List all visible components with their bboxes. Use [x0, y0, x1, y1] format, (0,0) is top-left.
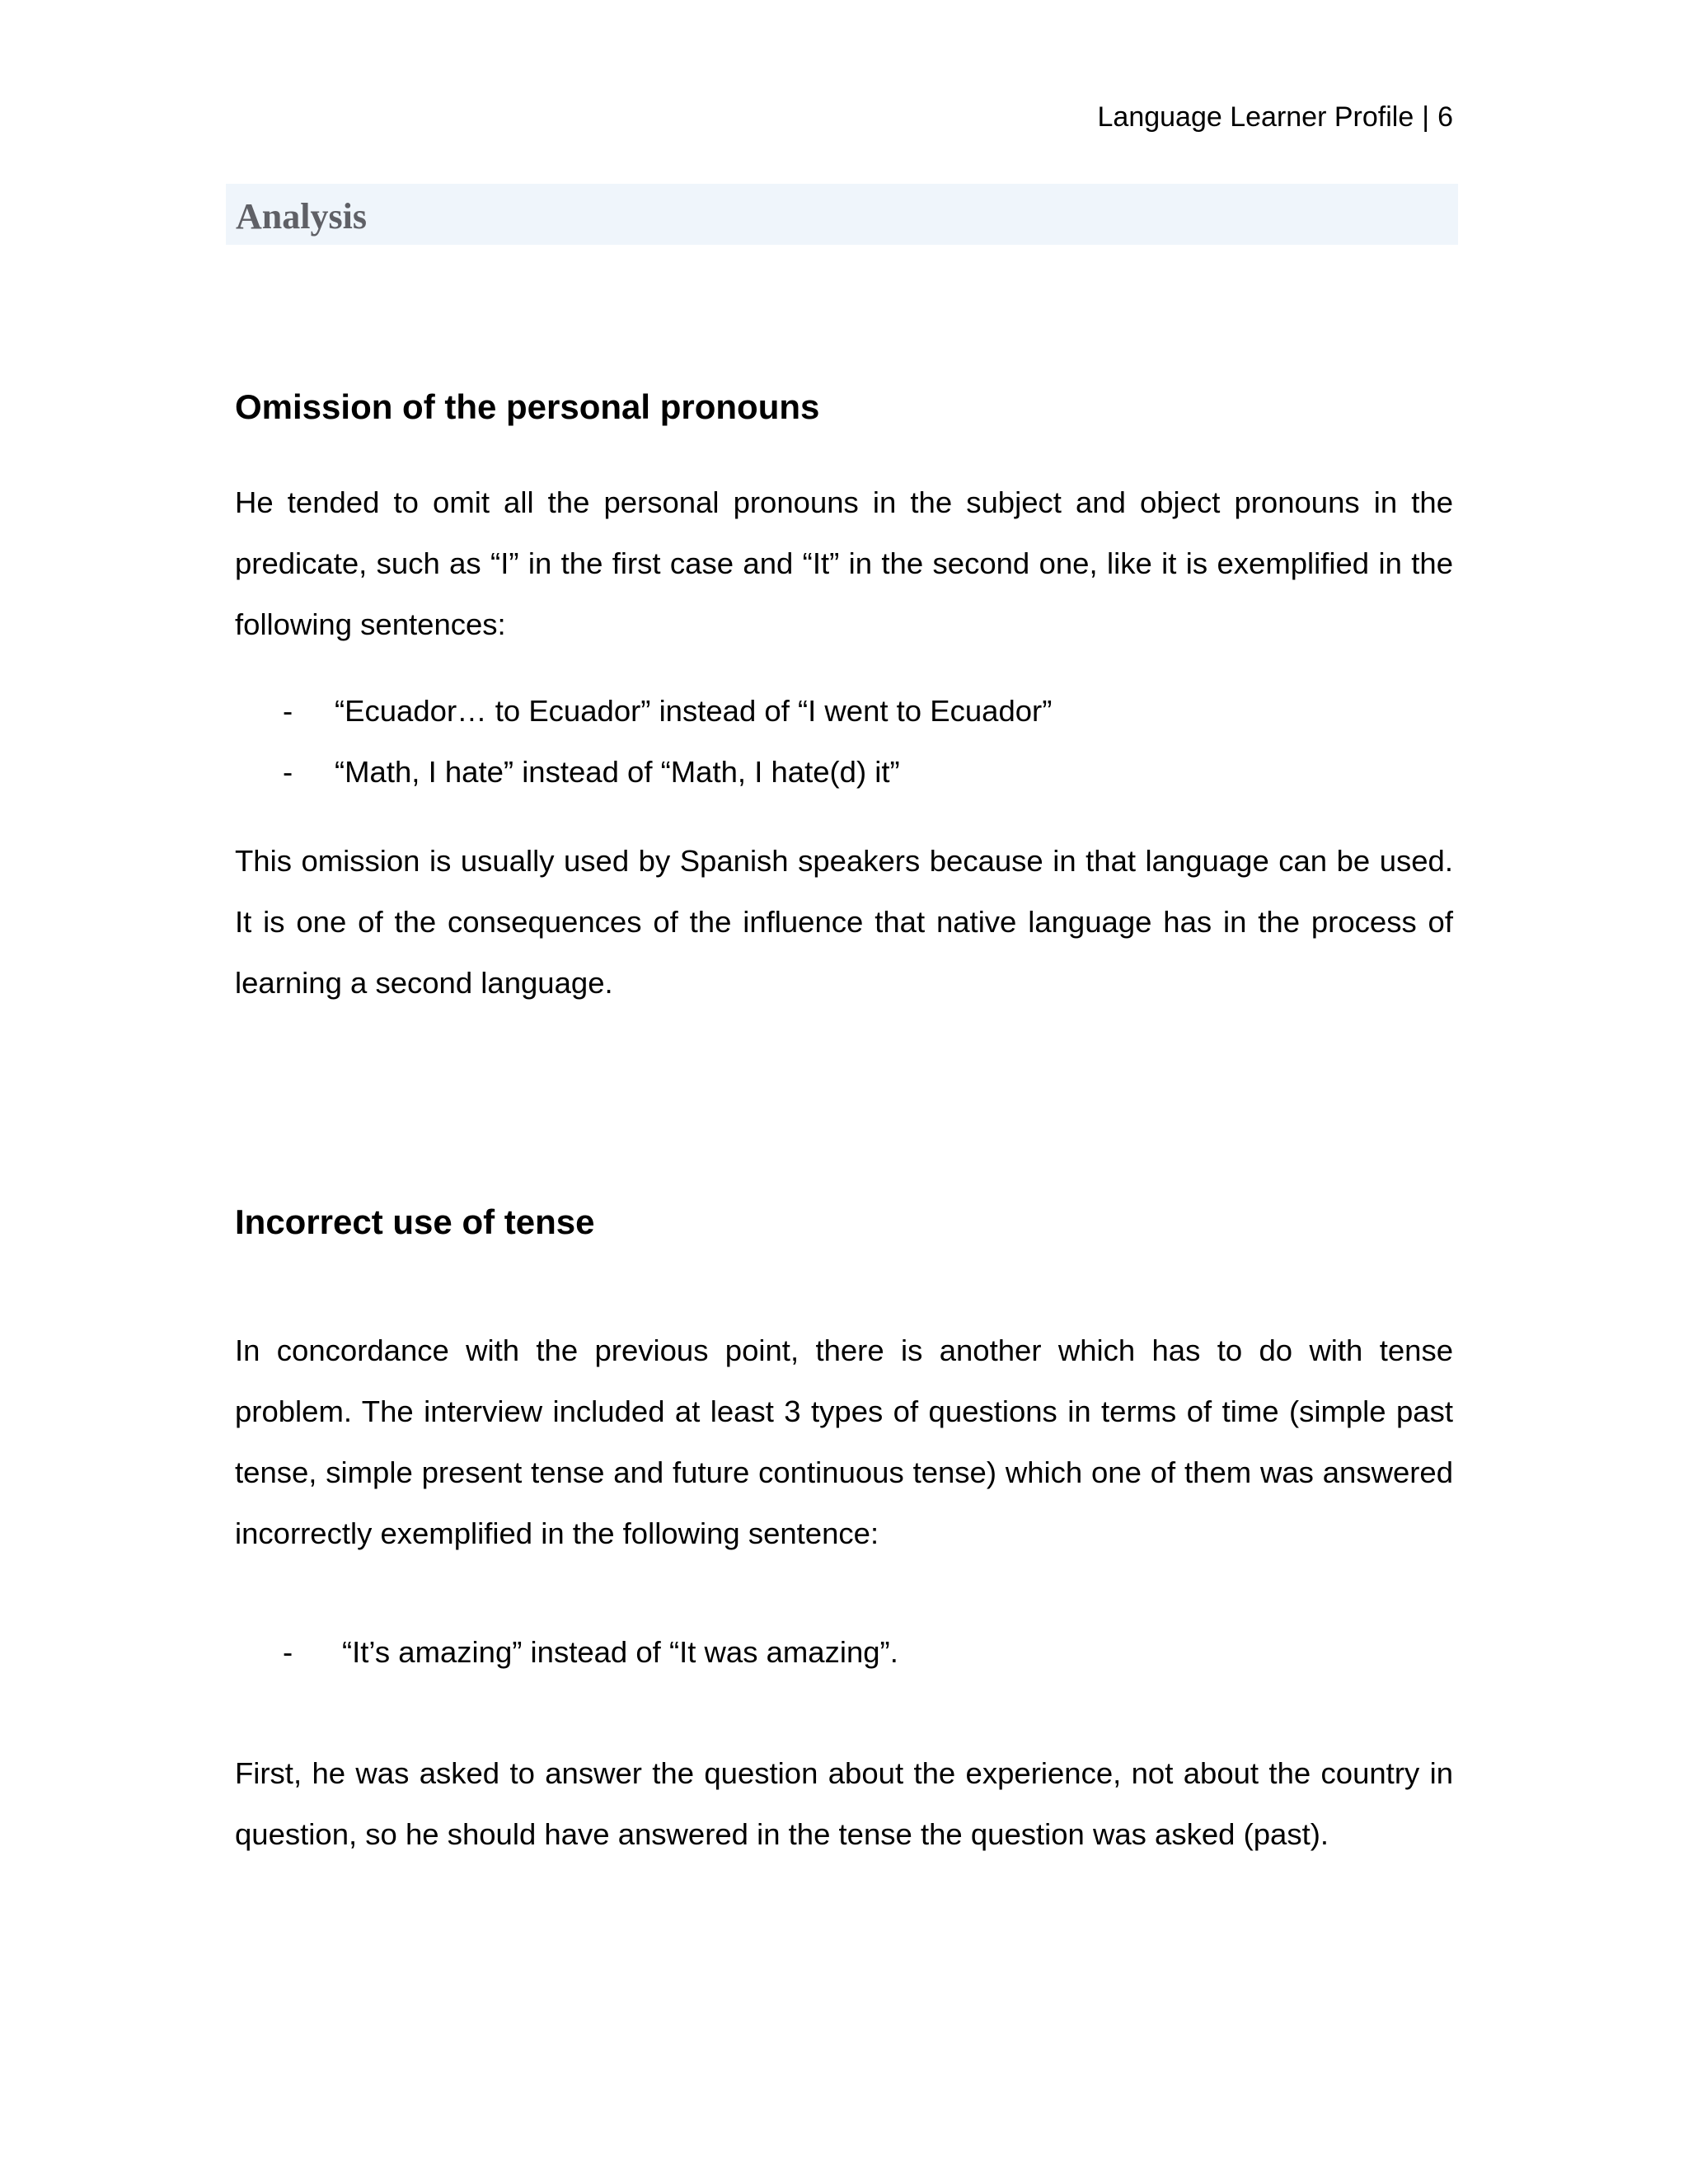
- paragraph-pronouns-conclusion: This omission is usually used by Spanish speakers because in that language can be used. It is one of the consequences of the influence that native language has in the process of learning a second language.: [235, 844, 1453, 1000]
- paragraph-pronouns-intro: He tended to omit all the personal pronouns in the subject and object pronouns in the predicate, such as “I” in the first case and “It” in the second one, like it is exemplified in the following sentences:: [235, 485, 1453, 641]
- tense-examples-list: [235, 1622, 1453, 1683]
- example-text: “Math, I hate” instead of “Math, I hate(d) it”: [335, 755, 900, 789]
- dash-bullet: -: [283, 1635, 293, 1669]
- page-number: 6: [1437, 101, 1453, 133]
- heading-incorrect-tense: Incorrect use of tense: [235, 1202, 595, 1241]
- paragraph-tense-conclusion: First, he was asked to answer the question about the experience, not about the country in question, so he should have answered in the tense the question was asked (past).: [235, 1756, 1453, 1851]
- example-text: “Ecuador… to Ecuador” instead of “I went to Ecuador”: [335, 694, 1053, 728]
- pronoun-examples-list: [235, 681, 1453, 803]
- list-item: [235, 742, 1453, 803]
- list-item: [235, 1622, 1453, 1683]
- heading-omission-pronouns: Omission of the personal pronouns: [235, 387, 820, 426]
- paragraph-tense-intro: In concordance with the previous point, there is another which has to do with tense problem. The interview included at least 3 types of questions in terms of time (simple past tense, simple present tense and future continuous tense) which one of them was answered incorrectly exemplified in the following sentence:: [235, 1333, 1453, 1550]
- header-title: Language Learner Profile: [1097, 101, 1414, 133]
- header-separator: |: [1422, 101, 1430, 133]
- section-heading-band: [226, 184, 1458, 245]
- dash-bullet: -: [283, 755, 293, 789]
- running-header: [1098, 97, 1454, 137]
- dash-bullet: -: [283, 694, 293, 728]
- section-title: Analysis: [236, 196, 367, 237]
- list-item: [235, 681, 1453, 742]
- example-text: “It’s amazing” instead of “It was amazing”.: [342, 1635, 898, 1669]
